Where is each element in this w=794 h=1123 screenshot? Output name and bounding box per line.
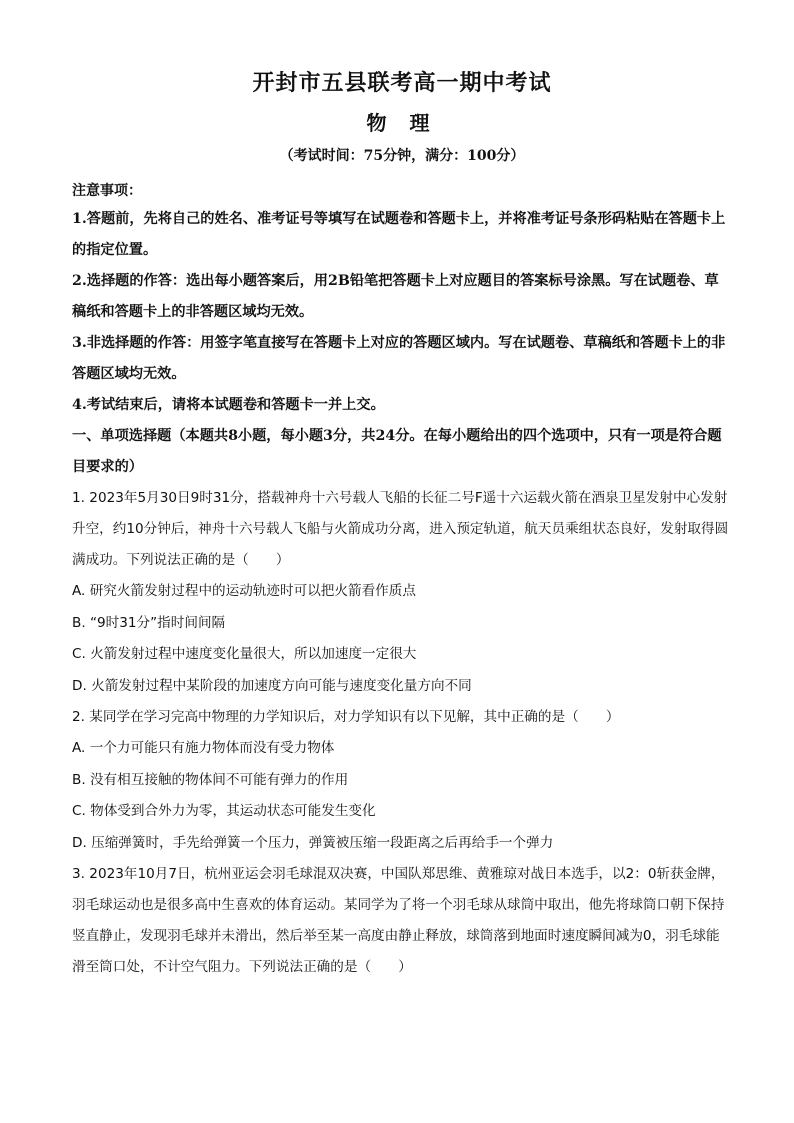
question-stem: 2. 某同学在学习完高中物理的力学知识后，对力学知识有以下见解，其中正确的是（ ） bbox=[72, 709, 620, 725]
exam-title: 开封市五县联考高一期中考试 bbox=[252, 70, 552, 96]
question-stem: 3. 2023年10月7日，杭州亚运会羽毛球混双决赛，中国队郑思维、黄雅琼对战日本选手，以2：0斩获金牌，羽毛球运动也是很多高中生喜欢的体育运动。某同学为了将一个羽毛球从球筒中取出，他先将球筒口朝下保持竖直静止，发现羽毛球并未滑出，然后举至某一高度由静止释放，球筒落到地面时速度瞬间减为0，羽毛球能滑至筒口处，不计空气阻力。下列说法正确的是（ ） bbox=[72, 866, 725, 975]
notice-item: 2.选择题的作答：选出每小题答案后，用2B铅笔把答题卡上对应题目的答案标号涂黑。写在试题卷、草稿纸和答题卡上的非答题区域均无效。 bbox=[72, 273, 719, 320]
notice-item: 1.答题前，先将自己的姓名、准考证号等填写在试题卷和答题卡上，并将准考证号条形码粘贴在答题卡上的指定位置。 bbox=[72, 211, 726, 258]
question-option: A. 研究火箭发射过程中的运动轨迹时可以把火箭看作质点 bbox=[72, 583, 416, 599]
question-option: C. 火箭发射过程中速度变化量很大，所以加速度一定很大 bbox=[72, 646, 417, 662]
notice-item: 4.考试结束后，请将本试题卷和答题卡一并上交。 bbox=[72, 397, 385, 413]
section-heading: 一、单项选择题（本题共8小题，每小题3分，共24分。在每小题给出的四个选项中，只有一项是符合题目要求的） bbox=[72, 428, 722, 475]
exam-page bbox=[72, 66, 732, 983]
question-option: A. 一个力可能只有施力物体而没有受力物体 bbox=[72, 740, 335, 756]
question-stem: 1. 2023年5月30日9时31分，搭载神舟十六号载人飞船的长征二号F遥十六运载火箭在酒泉卫星发射中心发射升空，约10分钟后，神舟十六号载人飞船与火箭成功分离，进入预定轨道，航天员乘组状态良好，发射取得圆满成功。下列说法正确的是（ ） bbox=[72, 490, 729, 568]
question-option: D. 压缩弹簧时，手先给弹簧一个压力，弹簧被压缩一段距离之后再给手一个弹力 bbox=[72, 834, 554, 851]
subject-title: 物 理 bbox=[366, 111, 438, 135]
question-option: B. “9时31分”指时间间隔 bbox=[72, 614, 226, 631]
question-option: D. 火箭发射过程中某阶段的加速度方向可能与速度变化量方向不同 bbox=[72, 677, 472, 694]
question-option: B. 没有相互接触的物体间不可能有弹力的作用 bbox=[72, 771, 349, 788]
question-option: C. 物体受到合外力为零，其运动状态可能发生变化 bbox=[72, 803, 376, 819]
exam-info: （考试时间：75分钟，满分：100分） bbox=[279, 148, 525, 164]
notice-heading: 注意事项： bbox=[72, 183, 142, 199]
notice-item: 3.非选择题的作答：用签字笔直接写在答题卡上对应的答题区域内。写在试题卷、草稿纸和答题卡上的非答题区域均无效。 bbox=[72, 335, 726, 382]
